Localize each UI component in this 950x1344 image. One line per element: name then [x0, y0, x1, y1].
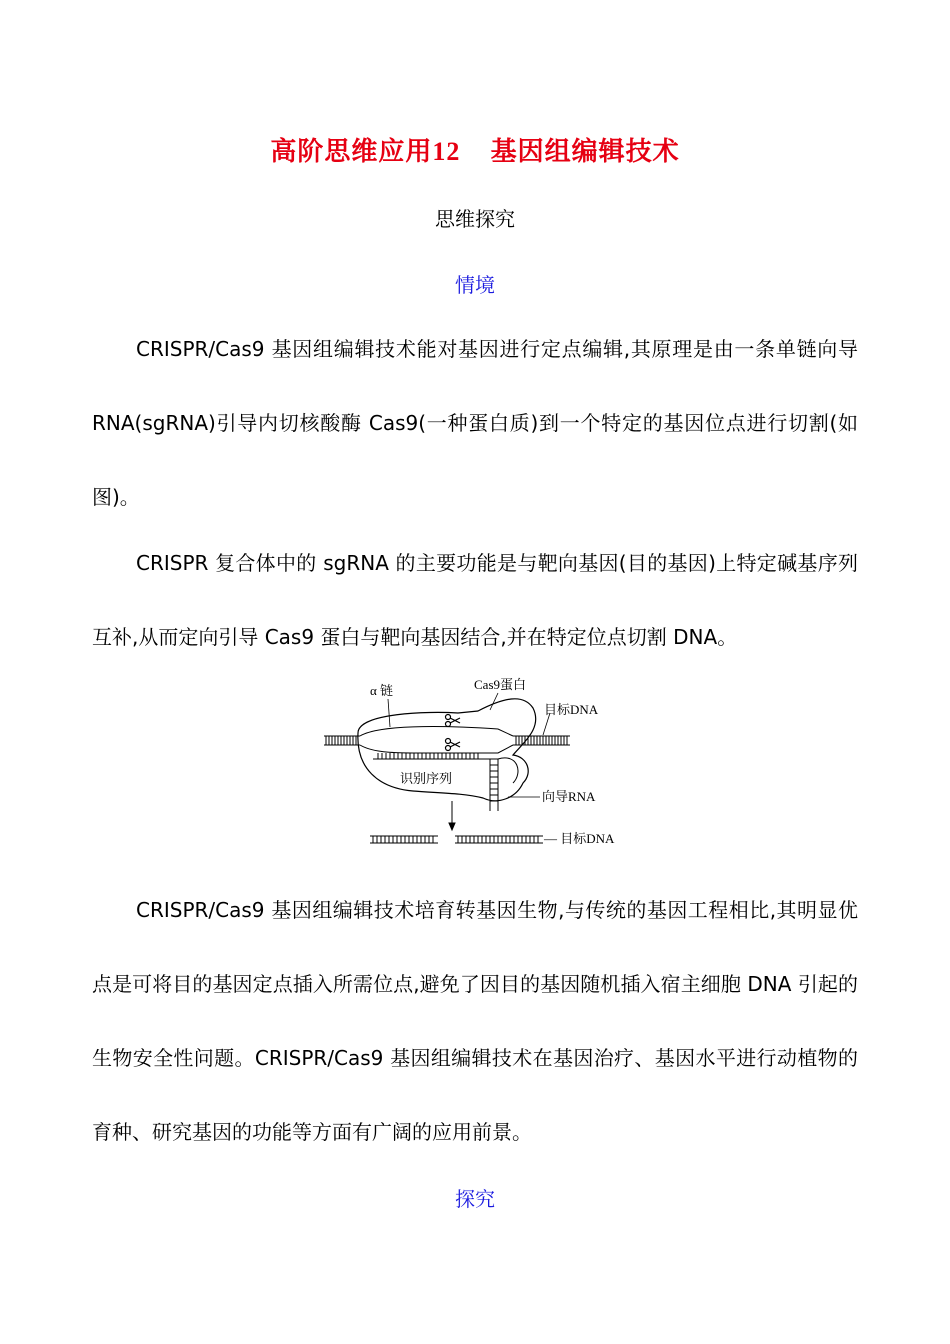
label-recognition-sequence: 识别序列 [400, 771, 453, 786]
situation-heading: 情境 [455, 273, 495, 297]
label-alpha-chain: α 链 [370, 683, 394, 698]
paragraph-advantages: CRISPR/Cas9 基因组编辑技术培育转基因生物,与传统的基因工程相比,其明显优点是可将目的基因定点插入所需位点,避免了因目的基因随机插入宿主细胞 DNA 引起的生物安全性问题。CRISPR/Cas9 基因组编辑技术在基因治疗、基因水平进行动植物的育种、研究基因的功能等方面有广阔的应用前景。 [92, 898, 858, 1144]
guide-rna-pairing [373, 753, 498, 759]
title-number: 12 [432, 137, 461, 166]
right-dna-strand [513, 736, 570, 745]
crispr-cas9-diagram [318, 673, 638, 853]
page-title [0, 131, 950, 168]
scissors-icon [446, 715, 461, 727]
title-prefix: 高阶思维应用 [270, 137, 433, 167]
cas9-leader-line [490, 693, 498, 710]
label-guide-rna: 向导RNA [542, 789, 596, 804]
cut-dna-right [455, 836, 543, 843]
label-target-dna: 目标DNA [544, 702, 599, 717]
title-suffix: 基因组编辑技术 [490, 137, 680, 167]
alpha-leader-line [388, 699, 390, 727]
paragraph-sgrna-function: CRISPR 复合体中的 sgRNA 的主要功能是与靶向基因(目的基因)上特定碱基序列互补,从而定向引导 Cas9 蛋白与靶向基因结合,并在特定位点切割 DNA。 [92, 551, 858, 649]
explore-heading: 探究 [455, 1187, 495, 1211]
alpha-strand [360, 727, 513, 736]
label-cas9-protein: Cas9蛋白 [474, 677, 527, 692]
down-arrow-icon [449, 801, 455, 830]
scissors-icon-lower [446, 739, 461, 751]
label-target-dna-bottom: — 目标DNA [544, 831, 615, 846]
cut-dna-left [370, 836, 438, 843]
beta-strand [360, 745, 513, 753]
left-dna-strand [324, 736, 360, 745]
guide-rna-stem [490, 758, 518, 811]
section-label: 思维探究 [435, 207, 515, 231]
paragraph-principle: CRISPR/Cas9 基因组编辑技术能对基因进行定点编辑,其原理是由一条单链向导 RNA(sgRNA)引导内切核酸酶 Cas9(一种蛋白质)到一个特定的基因位点进行切割(如图)。 [92, 337, 858, 509]
